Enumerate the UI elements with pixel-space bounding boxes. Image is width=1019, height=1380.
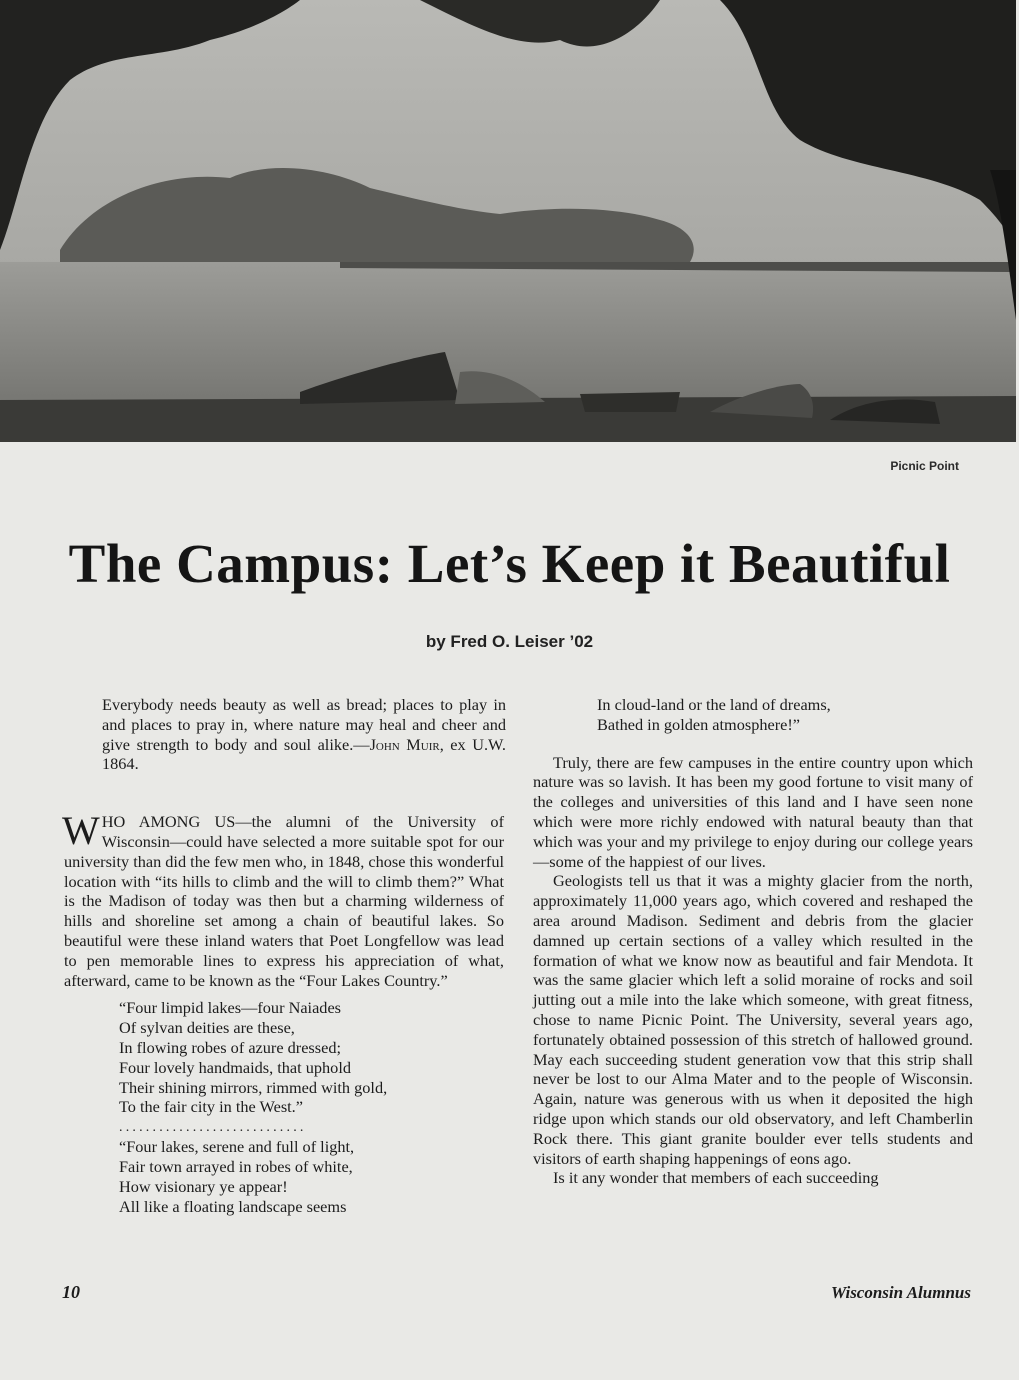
poem-line: All like a floating landscape seems [119,1196,347,1216]
epigraph-source-name: —John Muir [353,734,440,754]
poem-line: “Four limpid lakes—four Naiades [119,998,342,1018]
picnic-point-landscape-image [0,0,1016,442]
epigraph [102,695,506,774]
poem-line: Their shining mirrors, rimmed with gold, [119,1077,388,1097]
drop-cap: W [62,808,100,854]
page-number: 10 [62,1282,80,1302]
poem-line: Four lovely handmaids, that uphold [119,1057,351,1077]
left-column [64,695,504,1216]
poem-line: Fair town arrayed in robes of white, [119,1156,353,1176]
paragraph-1 [62,808,504,990]
right-column [533,695,973,1188]
poem-line: Of sylvan deities are these, [119,1018,295,1038]
photo-caption: Picnic Point [890,459,959,473]
poem-excerpt [119,998,504,1216]
epigraph-quote: Everybody needs beauty as well as bread; places to play in and places to pray in, where nature may heal and cheer and give strength to body and soul alike. [102,695,506,754]
epigraph-source-class: , ex U.W. 1864. [102,734,506,774]
paragraph-3: Geologists tell us that it was a mighty glacier from the north, approximately 11,000 years ago, which covered and reshaped the area around Madison. Sediment and debris from the glacier damned up certain sections of a valley which resulted in the formation of what we know now as beautiful and fair Mendota. It was the same glacier which left a solid moraine of rocks and soil jutting out a mile into the lake which someone, with great fitness, chose to name Picnic Point. The University, several years ago, fortunately obtained possession of this stretch of hallowed ground. May each succeeding student generation vow that this strip shall never be lost to our Alma Mater and to the people of Wisconsin. Again, nature was generous with us when it deposited the high ridge upon which stands our old observatory, and left Chamberlin Rock there. This giant granite boulder ever tells students and visitors of earth shaping happenings of eons ago. [533,871,973,1168]
paragraph-1-text: HO AMONG US—the alumni of the University of Wisconsin—could have selected a more suitable spot for our university than did the few men who, in 1848, chose this wonderful location with “its hills to climb and the will to climb them?” What is the Madison of today was then but a charming wilderness of hills and shoreline set among a chain of beautiful lakes. So beautiful were these inland waters that Poet Longfellow was lead to pen memorable lines to express his appreciation of what, afterward, came to be known as the “Four Lakes Country.” [64,812,504,990]
lake-photo [0,0,1016,442]
article-title: The Campus: Let’s Keep it Beautiful [68,533,951,594]
paragraph-4: Is it any wonder that members of each succeeding [553,1168,879,1188]
poem-line: To the fair city in the West.” [119,1097,303,1117]
paragraph-2: Truly, there are few campuses in the entire country upon which nature was so lavish. It has been my good fortune to visit many of the colleges and universities of this land and I have seen none which were more richly endowed with natural beauty than that which was your and my privilege to enjoy during our college years—some of the happiest of our lives. [533,752,973,871]
article-byline: by Fred O. Leiser ’02 [425,632,594,651]
poem-continuation [597,695,973,735]
publication-name: Wisconsin Alumnus [830,1283,971,1302]
poem-line: In cloud-land or the land of dreams, [597,695,831,714]
poem-line: “Four lakes, serene and full of light, [119,1137,355,1157]
poem-line: In flowing robes of azure dressed; [119,1037,341,1057]
poem-ellipsis: ............................ [119,1120,307,1136]
poem-line: How visionary ye appear! [119,1176,288,1196]
poem-line: Bathed in golden atmosphere!” [597,714,800,734]
